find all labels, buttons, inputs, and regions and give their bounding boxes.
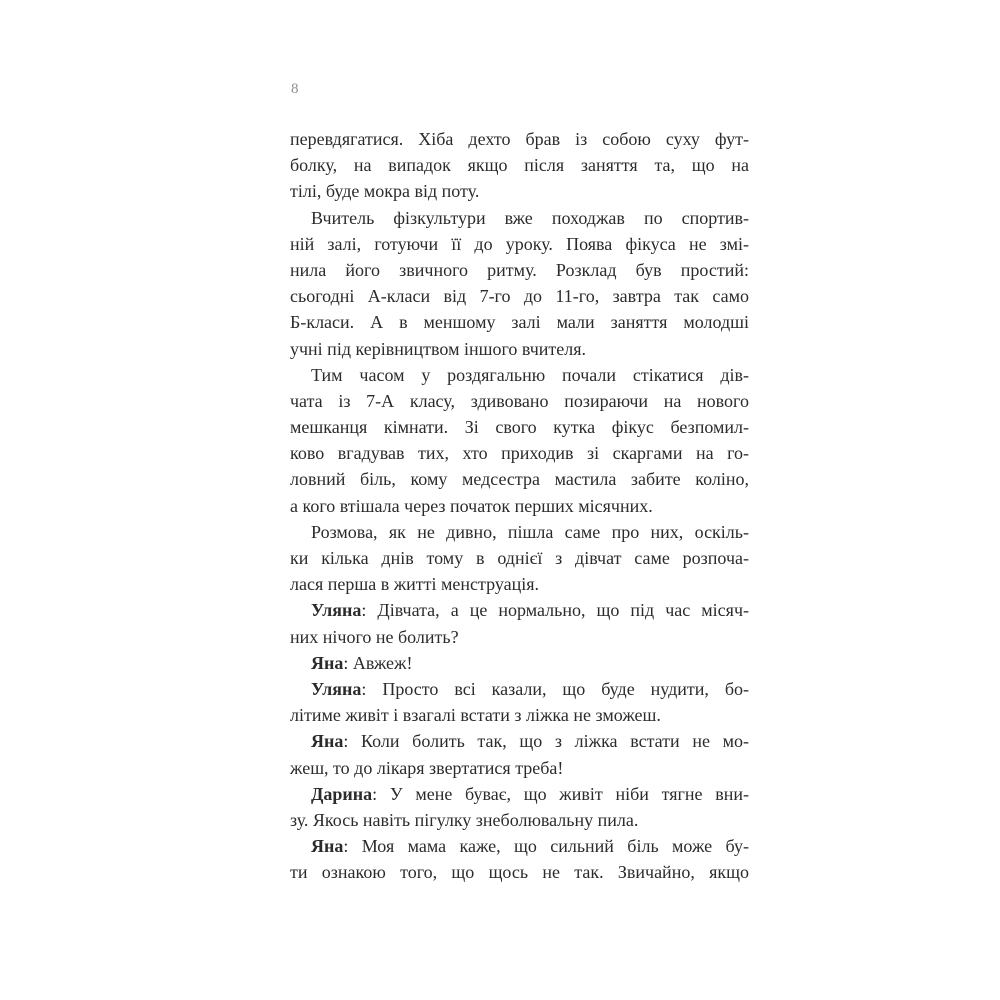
text-line: [290, 440, 749, 466]
text-line: [290, 414, 749, 440]
text-line: [290, 728, 749, 754]
text-line: [290, 362, 749, 388]
text-segment: болку, на випадок якщо після заняття та, що на: [290, 155, 749, 176]
text-line: [290, 859, 749, 885]
text-segment: : Моя мама каже, що сильний біль може бу-: [343, 836, 749, 857]
text-line: [290, 126, 749, 152]
text-line: [290, 545, 749, 571]
text-segment: сьогодні А-класи від 7-го до 11-го, завтра так само: [290, 286, 749, 307]
text-line: [290, 309, 749, 335]
text-segment: перевдягатися. Хіба дехто брав із собою суху фут-: [290, 129, 749, 149]
text-segment: ково вгадував тих, хто приходив зі скаргами на го-: [290, 443, 749, 464]
text-segment: Вчитель фізкультури вже походжав по спортив-: [311, 207, 749, 228]
speaker-name: Яна: [311, 652, 344, 673]
text-segment: ловний біль, кому медсестра мастила забите коліно,: [290, 469, 749, 490]
text-segment: чата із 7-А класу, здивовано позираючи на нового: [290, 390, 749, 411]
text-line: [290, 152, 749, 178]
text-segment: а кого втішала через початок перших місячних.: [290, 495, 653, 516]
speaker-name: Уляна: [311, 600, 362, 621]
text-line: [290, 257, 749, 283]
page-number: 8: [291, 81, 299, 97]
speaker-name: Дарина: [311, 783, 373, 804]
text-line: [290, 597, 749, 623]
text-line: [290, 231, 749, 257]
text-line: [290, 493, 749, 519]
text-segment: : Авжеж!: [343, 652, 413, 673]
text-segment: : Просто всі казали, що буде нудити, бо-: [361, 678, 749, 699]
text-line: [290, 755, 749, 781]
text-segment: Тим часом у роздягальню почали стікатися дів-: [311, 364, 749, 385]
text-segment: : Коли болить так, що з ліжка встати не мо-: [343, 731, 749, 752]
text-segment: лася перша в житті менструація.: [290, 574, 540, 595]
text-line: [290, 336, 749, 362]
text-segment: : Дівчата, а це нормально, що під час місяч-: [361, 600, 749, 621]
speaker-name: Яна: [311, 836, 344, 857]
text-line: [290, 283, 749, 309]
text-segment: літиме живіт і взагалі встати з ліжка не зможеш.: [290, 705, 661, 726]
text-segment: : У мене буває, що живіт ніби тягне вни-: [372, 783, 749, 804]
text-line: [290, 781, 749, 807]
text-line: [290, 702, 749, 728]
speaker-name: Уляна: [311, 678, 362, 699]
text-segment: Б-класи. А в меншому залі мали заняття молодші: [290, 312, 749, 333]
text-segment: ти ознакою того, що щось не так. Звичайно, якщо: [290, 862, 749, 883]
text-segment: зу. Якось навіть пігулку знеболювальну пила.: [290, 809, 639, 830]
text-line: [290, 676, 749, 702]
text-segment: мешканця кімнати. Зі свого кутка фікус безпомил-: [290, 417, 749, 438]
text-line: [290, 466, 749, 492]
text-line: [290, 388, 749, 414]
text-line: [290, 807, 749, 833]
text-block: [290, 126, 749, 885]
speaker-name: Яна: [311, 731, 344, 752]
text-line: [290, 519, 749, 545]
text-segment: жеш, то до лікаря звертатися треба!: [290, 757, 564, 778]
text-segment: ній залі, готуючи її до уроку. Поява фікуса не змі-: [290, 233, 749, 254]
text-line: [290, 178, 749, 204]
text-line: [290, 571, 749, 597]
text-line: [290, 205, 749, 231]
text-segment: ки кілька днів тому в однієї з дівчат саме розпоча-: [290, 548, 749, 568]
text-segment: нила його звичного ритму. Розклад був простий:: [290, 259, 749, 280]
text-segment: тілі, буде мокра від поту.: [290, 181, 480, 202]
text-line: [290, 624, 749, 650]
text-segment: учні під керівництвом іншого вчителя.: [290, 338, 586, 359]
text-line: [290, 650, 749, 676]
text-line: [290, 833, 749, 859]
text-segment: Розмова, як не дивно, пішла саме про них, оскіль-: [311, 521, 749, 542]
text-segment: них нічого не болить?: [290, 626, 459, 647]
